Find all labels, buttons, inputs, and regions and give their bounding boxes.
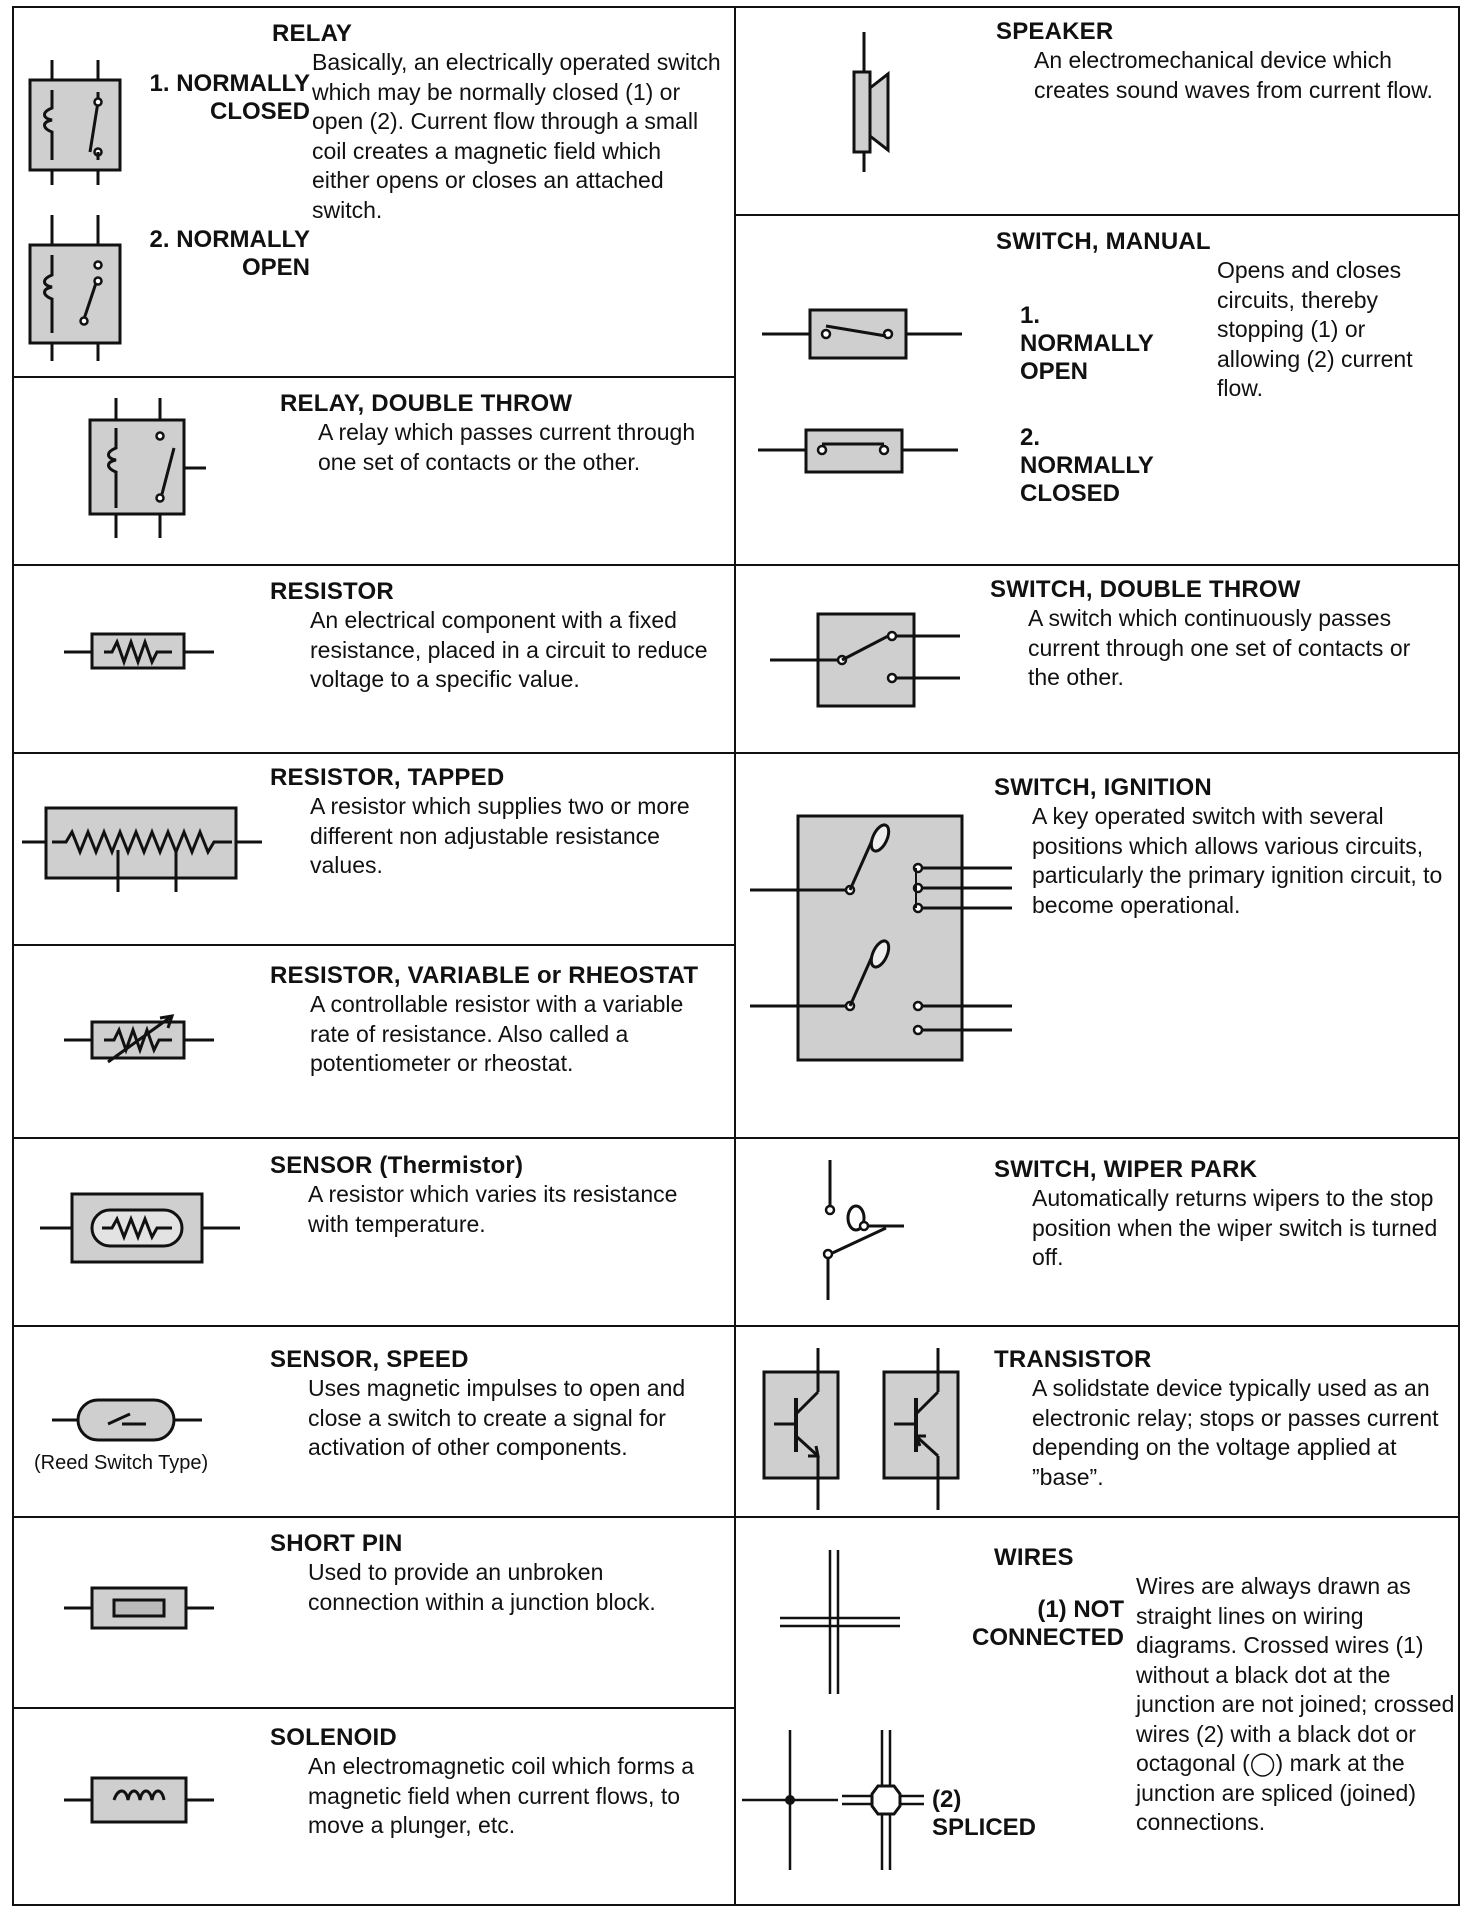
switch-manual-no-label: 1. NORMALLY OPEN [1020, 302, 1154, 385]
switch-ignition-title: SWITCH, IGNITION [994, 774, 1212, 801]
relay-dt-desc: A relay which passes current through one set of contacts or the other. [318, 419, 696, 475]
speaker-symbol [848, 32, 908, 172]
reed-switch-caption: (Reed Switch Type) [34, 1452, 209, 1474]
transistor-title: TRANSISTOR [994, 1346, 1152, 1373]
divider [12, 752, 1460, 754]
switch-manual-nc-symbol [758, 426, 958, 476]
switch-ignition-symbol [750, 812, 1020, 1064]
sensor-thermistor-title: SENSOR (Thermistor) [270, 1152, 524, 1179]
divider [12, 1516, 1460, 1518]
speaker-desc: An electromechanical device which creates sound waves from current flow. [1034, 47, 1433, 103]
resistor-tapped-desc: A resistor which supplies two or more different non adjustable resistance values. [310, 793, 690, 878]
sensor-speed-desc: Uses magnetic impulses to open and close a switch to create a signal for activation of other components. [308, 1375, 686, 1460]
resistor-tapped-title: RESISTOR, TAPPED [270, 764, 505, 791]
short-pin-title: SHORT PIN [270, 1530, 403, 1557]
transistor-desc: A solidstate device typically used as an electronic relay; stops or passes current depending on the voltage applied at ”base”. [1032, 1375, 1439, 1490]
resistor-title: RESISTOR [270, 578, 394, 605]
switch-manual-title: SWITCH, MANUAL [996, 228, 1211, 255]
transistor-npn-symbol [760, 1348, 856, 1510]
sensor-speed-symbol [52, 1396, 202, 1444]
switch-wiper-title: SWITCH, WIPER PARK [994, 1156, 1258, 1183]
relay-desc: Basically, an electrically operated switch which may be normally closed (1) or open (2). Current flow through a small coil creates a magnetic field which either opens or closes an attached switch. [312, 49, 721, 223]
switch-dt-symbol [770, 610, 970, 710]
divider [12, 376, 734, 378]
switch-dt-desc: A switch which continuously passes current through one set of contacts or the other. [1028, 605, 1411, 690]
wires-not-connected-symbol [780, 1550, 900, 1694]
switch-manual-no-symbol [762, 306, 962, 362]
sensor-thermistor-desc: A resistor which varies its resistance with temperature. [308, 1181, 678, 1237]
divider [12, 1137, 1460, 1139]
switch-manual-desc: Opens and closes circuits, thereby stopping (1) or allowing (2) current flow. [1217, 257, 1413, 401]
short-pin-desc: Used to provide an unbroken connection within a junction block. [308, 1559, 656, 1615]
resistor-variable-desc: A controllable resistor with a variable rate of resistance. Also called a potentiometer or rheostat. [310, 991, 684, 1076]
resistor-symbol [64, 630, 214, 674]
divider [12, 944, 734, 946]
short-pin-symbol [64, 1584, 214, 1632]
relay-nc-symbol [20, 60, 130, 180]
divider [12, 1325, 1460, 1327]
switch-ignition-desc: A key operated switch with several positions which allows various circuits, particularly the primary ignition circuit, to become operational. [1032, 803, 1443, 918]
solenoid-symbol [64, 1774, 214, 1826]
wires-title: WIRES [994, 1544, 1074, 1571]
wires-spliced-label: (2) SPLICED [932, 1786, 1037, 1841]
resistor-desc: An electrical component with a fixed resistance, placed in a circuit to reduce voltage to a specific value. [310, 607, 708, 692]
transistor-pnp-symbol [880, 1348, 976, 1510]
column-divider [734, 6, 736, 1906]
divider [734, 214, 1460, 216]
relay-no-label: 2. NORMALLY OPEN [149, 226, 310, 281]
switch-manual-nc-label: 2. NORMALLY CLOSED [1020, 424, 1154, 507]
wires-nc-label: (1) NOT CONNECTED [971, 1596, 1124, 1651]
resistor-variable-title: RESISTOR, VARIABLE or RHEOSTAT [270, 962, 699, 989]
divider [12, 564, 1460, 566]
switch-dt-title: SWITCH, DOUBLE THROW [990, 576, 1301, 603]
switch-wiper-desc: Automatically returns wipers to the stop position when the wiper switch is turned off. [1032, 1185, 1438, 1270]
sensor-speed-title: SENSOR, SPEED [270, 1346, 469, 1373]
relay-dt-title: RELAY, DOUBLE THROW [280, 390, 573, 417]
switch-wiper-symbol [800, 1160, 920, 1300]
resistor-tapped-symbol [22, 800, 262, 892]
solenoid-title: SOLENOID [270, 1724, 397, 1751]
wires-spliced-symbol [742, 1730, 924, 1870]
resistor-variable-symbol [64, 1012, 214, 1068]
speaker-title: SPEAKER [996, 18, 1114, 45]
sensor-thermistor-symbol [40, 1190, 240, 1266]
relay-no-symbol [20, 215, 130, 365]
solenoid-desc: An electromagnetic coil which forms a magnetic field when current flows, to move a plunger, etc. [308, 1753, 695, 1838]
relay-title: RELAY [272, 20, 353, 47]
relay-nc-label: 1. NORMALLY CLOSED [149, 70, 310, 125]
wires-desc: Wires are always drawn as straight lines on wiring diagrams. Crossed wires (1) without a black dot at the junction are not joined; crossed wires (2) with a black dot or octagonal (◯) mark at the junction are spliced (joined) connections. [1136, 1573, 1455, 1835]
divider [12, 1707, 734, 1709]
relay-dt-symbol [82, 398, 212, 538]
